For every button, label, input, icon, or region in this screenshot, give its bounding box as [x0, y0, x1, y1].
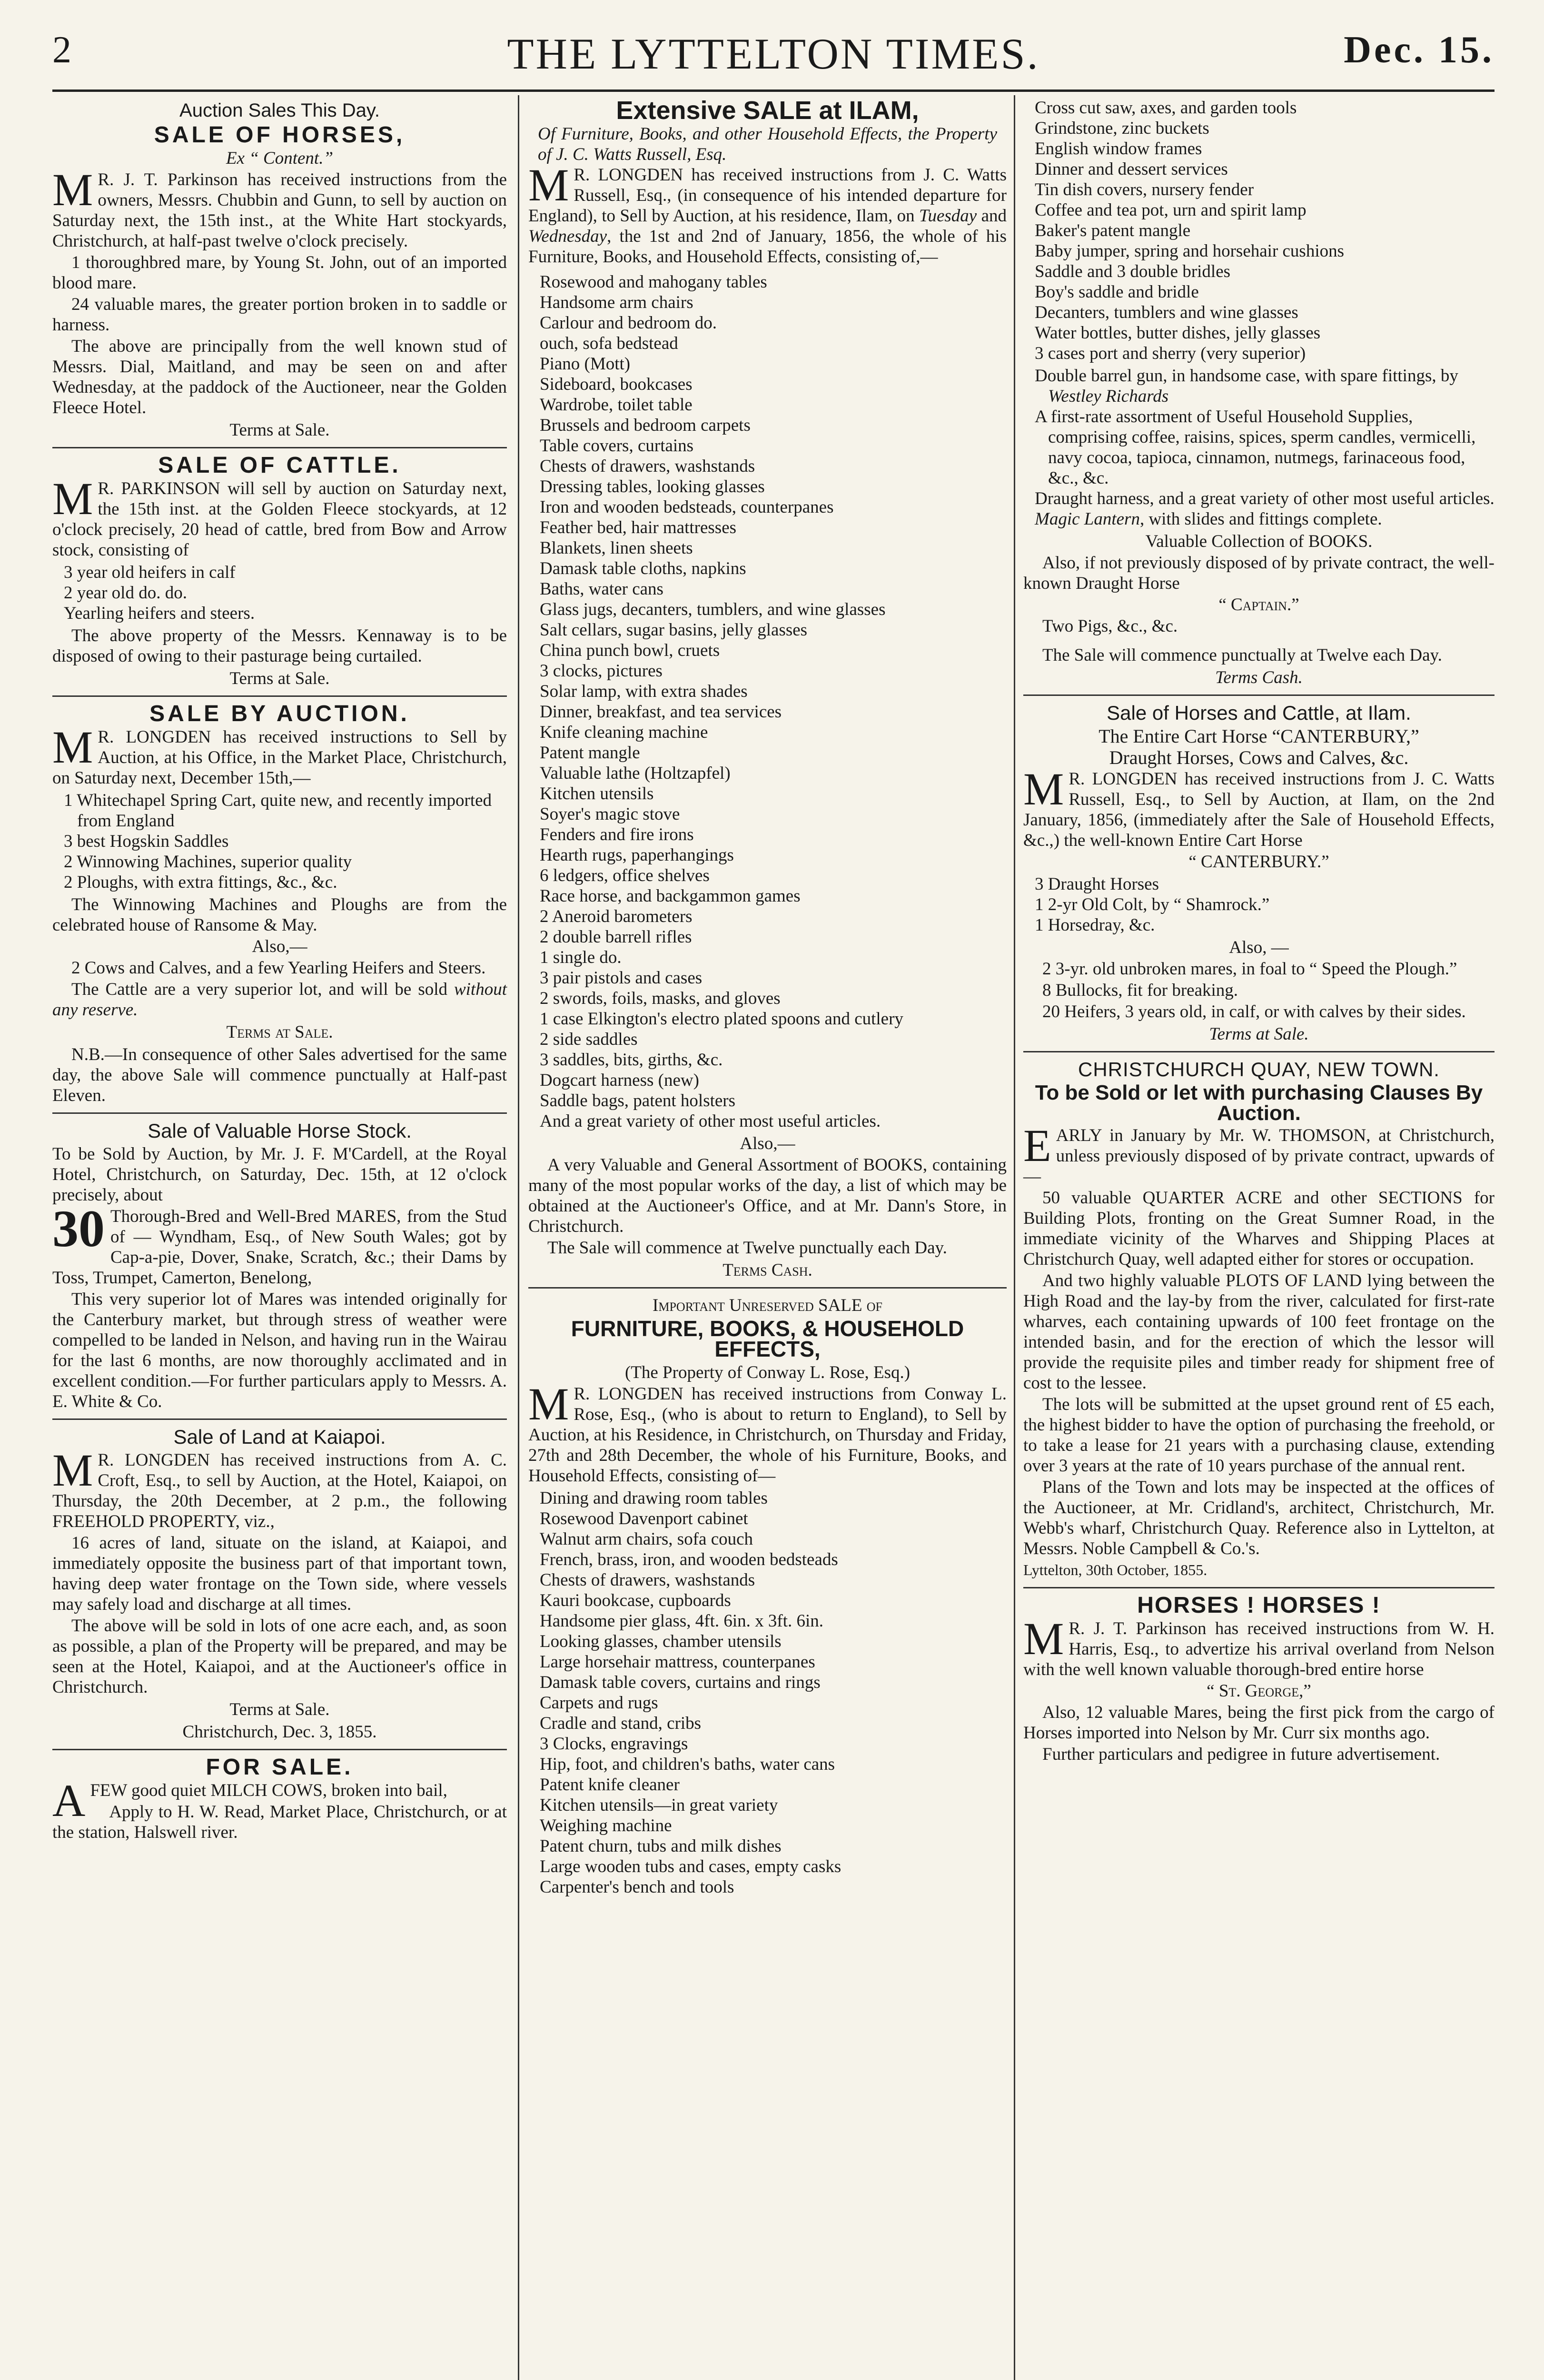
list-item: China punch bowl, cruets — [540, 641, 720, 660]
ad-paragraph: This very superior lot of Mares was intended originally for the Canterbury market, but through stress of weather were compelled to be landed in Nelson, and having run in the Wairau for the last 6 months, are now thoroughly acclimated and in excellent condition.—For further particulars apply to Messrs. A. E. White & Co. — [52, 1289, 507, 1411]
ad-big-number: 30 — [52, 1200, 105, 1258]
ad-paragraph: 8 Bullocks, fit for breaking. — [1042, 981, 1238, 1000]
list-item: Carpets and rugs — [540, 1693, 658, 1713]
list-item: Rosewood Davenport cabinet — [540, 1509, 748, 1528]
ad-separator — [52, 447, 507, 448]
list-item: Patent churn, tubs and milk dishes — [540, 1836, 782, 1856]
drop-cap: M — [528, 159, 569, 210]
list-item: A first-rate assortment of Useful Household Supplies, comprising coffee, raisins, spices, sperm candles, vermicelli, navy cocoa, tapioca, cinnamon, nutmegs, farinaceous food, &c., &c. — [1035, 407, 1476, 488]
list-item: Double barrel gun, in handsome case, with spare fittings, by — [1035, 366, 1458, 386]
ad-emphasis: Tuesday — [919, 206, 977, 226]
list-item: Valuable lathe (Holtzapfel) — [540, 764, 731, 783]
ad-body: R. LONGDEN has received instructions to Sell by Auction, at his Office, in the Market Place, Christchurch, on Saturday next, December 15th,— — [52, 727, 507, 788]
ad-separator — [1023, 1051, 1495, 1052]
list-item: Large horsehair mattress, counterpanes — [540, 1652, 815, 1672]
ad-paragraph: Further particulars and pedigree in future advertisement. — [1042, 1745, 1440, 1764]
horse-name: “ CANTERBURY.” — [1188, 852, 1329, 872]
ad-heading: Sale of Valuable Horse Stock. — [148, 1120, 412, 1142]
list-item: Damask table covers, curtains and rings — [540, 1673, 821, 1692]
list-item: Feather bed, hair mattresses — [540, 518, 737, 537]
drop-cap: M — [52, 1445, 93, 1496]
list-item: Knife cleaning machine — [540, 723, 708, 742]
list-item: Handsome pier glass, 4ft. 6in. x 3ft. 6in. — [540, 1611, 824, 1631]
masthead — [52, 29, 1495, 86]
ad-body: FEW good quiet MILCH COWS, broken into bail, — [90, 1781, 447, 1800]
ad-separator — [52, 695, 507, 697]
ad-terms: Terms at Sale. — [229, 1700, 330, 1719]
list-item: , with slides and fittings complete. — [1139, 509, 1382, 529]
ad-body: , the 1st and 2nd of January, 1856, the whole of his Furniture, Books, and Household Effects, consisting of,— — [528, 227, 1007, 267]
list-item: Kitchen utensils—in great variety — [540, 1795, 778, 1815]
list-item: Wardrobe, toilet table — [540, 395, 693, 415]
list-item: 3 saddles, bits, girths, &c. — [540, 1050, 723, 1070]
list-item: Boy's saddle and bridle — [1035, 282, 1199, 302]
ad-rose-furniture — [528, 1295, 1007, 1897]
ad-subheading: Of Furniture, Books, and other Household Effects, the Property of J. C. Watts Russell, Esq. — [538, 124, 997, 164]
drop-cap: M — [1023, 764, 1064, 814]
list-item: Patent mangle — [540, 743, 640, 763]
list-item: Cradle and stand, cribs — [540, 1714, 702, 1733]
list-item: Dinner, breakfast, and tea services — [540, 702, 782, 722]
list-item: Carlour and bedroom do. — [540, 313, 717, 333]
ad-dateline: Lyttelton, 30th October, 1855. — [1023, 1561, 1207, 1578]
ad-heading: HORSES ! HORSES ! — [1137, 1593, 1381, 1618]
list-item: Walnut arm chairs, sofa couch — [540, 1529, 753, 1549]
list-item: Glass jugs, decanters, tumblers, and wine glasses — [540, 600, 886, 619]
drop-cap: M — [52, 164, 93, 215]
ad-top-line: Important Unreserved SALE of — [653, 1296, 882, 1315]
drop-cap: E — [1023, 1120, 1051, 1171]
newspaper-title: THE LYTTELTON TIMES. — [507, 30, 1040, 78]
list-item: 3 best Hogskin Saddles — [64, 832, 229, 851]
list-item: Looking glasses, chamber utensils — [540, 1632, 782, 1651]
ad-also: Also,— — [252, 937, 307, 956]
ad-paragraph: 20 Heifers, 3 years old, in calf, or with calves by their sides. — [1042, 1002, 1466, 1021]
ad-paragraph: The above property of the Messrs. Kennaway is to be disposed of owing to their pasturage being curtailed. — [52, 626, 507, 666]
list-item: Cross cut saw, axes, and garden tools — [1035, 98, 1297, 118]
ad-body: R. LONGDEN has received instructions from J. C. Watts Russell, Esq., to Sell by Auction, at Ilam, on the 2nd January, 1856, (immediately after the Sale of Household Effects, &c.,) the well-known Entire Cart Horse — [1023, 769, 1495, 850]
list-item: 3 cases port and sherry (very superior) — [1035, 344, 1306, 363]
list-item: Yearling heifers and steers. — [64, 604, 255, 623]
list-item: Rosewood and mahogany tables — [540, 272, 767, 292]
ad-heading: SALE OF HORSES, — [154, 122, 406, 148]
ad-dateline: Christchurch, Dec. 3, 1855. — [182, 1722, 377, 1742]
list-item: And a great variety of other most useful articles. — [540, 1111, 881, 1131]
list-item-emphasis: Westley Richards — [1048, 387, 1169, 406]
list-item: Piano (Mott) — [540, 354, 631, 374]
ad-subheading: The Entire Cart Horse “CANTERBURY,” — [1099, 725, 1419, 747]
list-item: Dogcart harness (new) — [540, 1071, 699, 1090]
list-item: Draught harness, and a great variety of other most useful articles. — [1035, 489, 1495, 508]
ad-paragraph: 2 Cows and Calves, and a few Yearling Heifers and Steers. — [71, 958, 486, 978]
list-item: Hearth rugs, paperhangings — [540, 845, 734, 865]
list-item: Grindstone, zinc buckets — [1035, 119, 1209, 138]
ad-paragraph: A very Valuable and General Assortment of BOOKS, containing many of the most popular works of the day, a list of which may be obtained at the Auctioneer's Office, and at Mr. Dann's Store, in Christchurch. — [528, 1155, 1007, 1236]
ad-paragraph: The Winnowing Machines and Ploughs are from the celebrated house of Ransome & May. — [52, 895, 507, 935]
ad-also: Also, — — [1229, 938, 1289, 957]
list-item: 2 double barrell rifles — [540, 927, 692, 947]
ad-paragraph: Plans of the Town and lots may be inspected at the offices of the Auctioneer, at Mr. Cridland's, architect, Christchurch, Mr. Webb's wharf, Christchurch Quay. Reference also in Lyttelton, at Messrs. Noble Campbell & Co.'s. — [1023, 1478, 1495, 1558]
list-item: 2 year old do. do. — [64, 583, 187, 603]
ad-heading: FURNITURE, BOOKS, & HOUSEHOLD EFFECTS, — [571, 1316, 964, 1361]
ad-separator — [1023, 1587, 1495, 1588]
list-item: 1 Whitechapel Spring Cart, quite new, and recently imported from England — [64, 791, 492, 831]
ad-body: and — [977, 206, 1007, 226]
column-2 — [528, 98, 1007, 1899]
ad-paragraph: The above will be sold in lots of one acre each, and, as soon as possible, a plan of the Property will be prepared, and may be seen at the Hotel, Kaiapoi, and at the Auctioneer's office in Christchurch. — [52, 1616, 507, 1697]
list-item: 1 2-yr Old Colt, by “ Shamrock.” — [1035, 895, 1270, 914]
ad-ilam-continued — [1023, 98, 1495, 688]
ad-for-sale — [52, 1757, 507, 1843]
list-item: 2 swords, foils, masks, and gloves — [540, 989, 781, 1008]
ad-subheading: To be Sold or let with purchasing Clauses By Auction. — [1035, 1081, 1483, 1125]
list-item: Brussels and bedroom carpets — [540, 416, 751, 435]
ad-paragraph: 24 valuable mares, the greater portion broken in to saddle or harness. — [52, 295, 507, 335]
ad-body: R. J. T. Parkinson has received instructions from W. H. Harris, Esq., to advertize his arrival overland from Nelson with the well known valuable thorough-bred entire horse — [1023, 1619, 1495, 1679]
ad-paragraph: To be Sold by Auction, by Mr. J. F. M'Cardell, at the Royal Hotel, Christchurch, on Saturday, Dec. 15th, at 12 o'clock precisely, about — [52, 1144, 507, 1205]
list-item: ouch, sofa bedstead — [540, 334, 678, 353]
ad-subheading: Draught Horses, Cows and Calves, &c. — [1109, 747, 1409, 768]
ad-sale-of-cattle — [52, 455, 507, 689]
list-item: Saddle and 3 double bridles — [1035, 262, 1231, 281]
ad-sale-of-horses — [52, 100, 507, 440]
drop-cap: A — [52, 1775, 86, 1826]
ad-emphasis: without any reserve. — [52, 980, 507, 1020]
ad-separator — [1023, 694, 1495, 696]
list-item: 3 Draught Horses — [1035, 874, 1159, 894]
ad-heading: SALE BY AUCTION. — [149, 701, 410, 726]
list-item: Baby jumper, spring and horsehair cushions — [1035, 241, 1345, 261]
list-item: Sideboard, bookcases — [540, 375, 693, 394]
list-item: 3 pair pistols and cases — [540, 968, 703, 988]
ad-heading: Extensive SALE at ILAM, — [616, 96, 919, 125]
ad-emphasis: Wednesday — [528, 227, 607, 246]
ad-sale-by-auction — [52, 701, 507, 1106]
list-item: Hip, foot, and children's baths, water cans — [540, 1755, 835, 1774]
ad-paragraph: Valuable Collection of BOOKS. — [1145, 532, 1373, 551]
list-item: 1 single do. — [540, 948, 622, 967]
drop-cap: M — [528, 1378, 569, 1429]
list-item: Kitchen utensils — [540, 784, 654, 803]
column-rule — [518, 95, 519, 2380]
list-item: 2 side saddles — [540, 1030, 638, 1049]
ad-horses-horses — [1023, 1595, 1495, 1765]
ad-paragraph: Apply to H. W. Read, Market Place, Christchurch, or at the station, Halswell river. — [52, 1802, 507, 1842]
ad-christchurch-quay — [1023, 1059, 1495, 1580]
ad-horse-stock — [52, 1121, 507, 1412]
list-item: Kauri bookcase, cupboards — [540, 1591, 731, 1610]
horse-name: “ Captain.” — [1218, 595, 1299, 615]
ad-paragraph: Also, 12 valuable Mares, being the first pick from the cargo of Horses imported into Nelson by Mr. Curr six months ago. — [1023, 1703, 1495, 1743]
list-item: 3 year old heifers in calf — [64, 563, 236, 582]
list-item: Baker's patent mangle — [1035, 221, 1191, 240]
ad-heading: Sale of Land at Kaiapoi. — [173, 1426, 386, 1448]
ad-paragraph: The lots will be submitted at the upset ground rent of £5 each, the highest bidder to have the option of purchasing the freehold, or to take a lease for 21 years with a purchasing clause, extending over 3 years at the rate of 10 years purchase of the annual rent. — [1023, 1395, 1495, 1476]
drop-cap: M — [52, 722, 93, 773]
list-item: Salt cellars, sugar basins, jelly glasses — [540, 620, 808, 640]
ad-paragraph: The Sale will commence at Twelve punctually each Day. — [547, 1238, 947, 1258]
list-item: Race horse, and backgammon games — [540, 886, 801, 906]
ad-body: R. J. T. Parkinson has received instructions from the owners, Messrs. Chubbin and Gunn, to sell by auction on Saturday next, the 15th inst., at the White Hart stockyards, Christchurch, at half-past twelve o'clock precisely. — [52, 170, 507, 251]
list-item: Baths, water cans — [540, 579, 663, 599]
ad-body: R. LONGDEN has received instructions from J. C. Watts Russell, Esq., (in consequence of his intended departure for England), to Sell by Auction, at his residence, Ilam, on — [528, 165, 1007, 226]
ad-subheading: Ex “ Content.” — [226, 149, 334, 168]
drop-cap: M — [52, 473, 93, 524]
list-item: 2 Winnowing Machines, superior quality — [64, 852, 352, 872]
ad-paragraph: 16 acres of land, situate on the island, at Kaiapoi, and immediately opposite the business part of that important town, having deep water frontage on the Town side, where vessels may safely load and discharge at all times. — [52, 1533, 507, 1614]
ad-paragraph: The above are principally from the well known stud of Messrs. Dial, Maitland, and may be seen on and after Wednesday, at the paddock of the Auctioneer, near the Golden Fleece Hotel. — [52, 337, 507, 417]
ad-terms: Terms at Sale. — [229, 420, 330, 440]
ad-paragraph: 2 3-yr. old unbroken mares, in foal to “ Speed the Plough.” — [1042, 959, 1457, 979]
ad-paragraph: 50 valuable QUARTER ACRE and other SECTIONS for Building Plots, fronting on the Great Sumner Road, in the immediate vicinity of the Wharves and Shipping Places at Christchurch Quay, well adapted either for stores or occupation. — [1023, 1188, 1495, 1269]
page-number: 2 — [52, 29, 71, 71]
list-item: Soyer's magic stove — [540, 804, 680, 824]
ad-heading: CHRISTCHURCH QUAY, NEW TOWN. — [1078, 1058, 1440, 1081]
list-item-emphasis: Magic Lantern — [1035, 509, 1140, 529]
list-item: French, brass, iron, and wooden bedsteads — [540, 1550, 838, 1569]
ad-note: N.B.—In consequence of other Sales advertised for the same day, the above Sale will commence punctually at Half-past Eleven. — [52, 1045, 507, 1105]
list-item: Decanters, tumblers and wine glasses — [1035, 303, 1298, 322]
horse-name: “ St. George,” — [1207, 1681, 1311, 1701]
list-item: Carpenter's bench and tools — [540, 1877, 734, 1897]
ad-separator — [528, 1287, 1007, 1289]
ad-heading: Sale of Horses and Cattle, at Ilam. — [1107, 702, 1411, 724]
list-item: Saddle bags, patent holsters — [540, 1091, 736, 1111]
list-item: Damask table cloths, napkins — [540, 559, 746, 578]
section-heading: Auction Sales This Day. — [179, 100, 380, 121]
column-3 — [1023, 98, 1495, 1765]
ad-also: Also,— — [740, 1134, 795, 1153]
list-item: Coffee and tea pot, urn and spirit lamp — [1035, 200, 1306, 220]
ad-paragraph: Also, if not previously disposed of by private contract, the well-known Draught Horse — [1023, 553, 1495, 593]
ad-sale-at-ilam — [528, 96, 1007, 1280]
ad-terms: Terms at Sale. — [229, 669, 330, 688]
list-item: Iron and wooden bedsteads, counterpanes — [540, 497, 834, 517]
list-item: Dressing tables, looking glasses — [540, 477, 765, 496]
ad-separator — [52, 1418, 507, 1420]
column-1 — [52, 98, 507, 1844]
masthead-rule — [52, 89, 1495, 92]
list-item: Solar lamp, with extra shades — [540, 682, 748, 701]
list-item: Dining and drawing room tables — [540, 1488, 768, 1508]
ad-paragraph: 1 thoroughbred mare, by Young St. John, out of an imported blood mare. — [52, 253, 507, 293]
list-item: Fenders and fire irons — [540, 825, 694, 844]
ad-paragraph: And two highly valuable PLOTS OF LAND lying between the High Road and the lay-by from the river, calculated for first-rate wharves, each containing upwards of 100 feet frontage on the intended basin, and for the erection of which the lessor will provide the requisite piles and timber ready for shipment free of cost to the lessee. — [1023, 1271, 1495, 1393]
drop-cap: M — [1023, 1613, 1064, 1664]
list-item: 1 Horsedray, &c. — [1035, 915, 1155, 935]
ad-body: Thorough-Bred and Well-Bred MARES, from the Stud of — Wyndham, Esq., of New South Wales; got by Cap-a-pie, Dover, Snake, Scratch, &c.; their Dams by Toss, Trumpet, Camerton, Benelong, — [52, 1207, 507, 1288]
ad-separator — [52, 1112, 507, 1114]
list-item: Water bottles, butter dishes, jelly glasses — [1035, 323, 1321, 343]
ad-body: ARLY in January by Mr. W. THOMSON, at Christchurch, unless previously disposed of by private contract, upwards of— — [1023, 1126, 1495, 1186]
list-item: Chests of drawers, washstands — [540, 1570, 755, 1590]
list-item: 2 Ploughs, with extra fittings, &c., &c. — [64, 873, 337, 892]
ad-paragraph: Two Pigs, &c., &c. — [1042, 616, 1178, 636]
list-item: Blankets, linen sheets — [540, 538, 693, 558]
ad-body: R. PARKINSON will sell by auction on Saturday next, the 15th inst. at the Golden Fleece stockyards, at 12 o'clock precisely, 20 head of cattle, bred from Bow and Arrow stock, consisting of — [52, 479, 507, 560]
ad-subheading: (The Property of Conway L. Rose, Esq.) — [624, 1363, 911, 1382]
ad-body: R. LONGDEN has received instructions from A. C. Croft, Esq., to sell by Auction, at the Hotel, Kaiapoi, on Thursday, the 20th December, at 2 p.m., the following FREEHOLD PROPERTY, viz., — [52, 1450, 507, 1531]
list-item: Chests of drawers, washstands — [540, 456, 755, 476]
list-item: 6 ledgers, office shelves — [540, 866, 710, 885]
list-item: 3 clocks, pictures — [540, 661, 663, 681]
list-item: Table covers, curtains — [540, 436, 694, 456]
list-item: 2 Aneroid barometers — [540, 907, 693, 926]
ad-terms: Terms at Sale. — [1209, 1024, 1309, 1044]
ad-paragraph: The Cattle are a very superior lot, and will be sold — [71, 980, 454, 999]
ad-separator — [52, 1749, 507, 1750]
ad-land-kaiapoi — [52, 1427, 507, 1742]
ad-horses-cattle-ilam — [1023, 703, 1495, 1044]
ad-heading: FOR SALE. — [206, 1755, 354, 1780]
ad-paragraph: The Sale will commence punctually at Twelve each Day. — [1042, 645, 1442, 665]
list-item: English window frames — [1035, 139, 1202, 159]
column-rule — [1014, 95, 1015, 2380]
list-item: Large wooden tubs and cases, empty casks — [540, 1857, 841, 1876]
ad-heading: SALE OF CATTLE. — [158, 453, 401, 478]
ad-body: R. LONGDEN has received instructions from Conway L. Rose, Esq., (who is about to return to England), to Sell by Auction, at his Residence, in Christchurch, on Thursday and Friday, 27th and 28th December, the whole of his Furniture, Books, and Household Effects, consisting of— — [528, 1384, 1007, 1486]
ad-terms: Terms Cash. — [1215, 668, 1303, 687]
ad-terms: Terms at Sale. — [226, 1022, 333, 1042]
list-item: 1 case Elkington's electro plated spoons and cutlery — [540, 1009, 903, 1029]
issue-date: Dec. 15. — [1344, 29, 1495, 71]
list-item: Weighing machine — [540, 1816, 672, 1835]
list-item: Dinner and dessert services — [1035, 159, 1228, 179]
list-item: 3 Clocks, engravings — [540, 1734, 688, 1754]
ad-terms: Terms Cash. — [723, 1260, 812, 1280]
list-item: Tin dish covers, nursery fender — [1035, 180, 1254, 199]
list-item: Handsome arm chairs — [540, 293, 693, 312]
list-item: Patent knife cleaner — [540, 1775, 680, 1795]
